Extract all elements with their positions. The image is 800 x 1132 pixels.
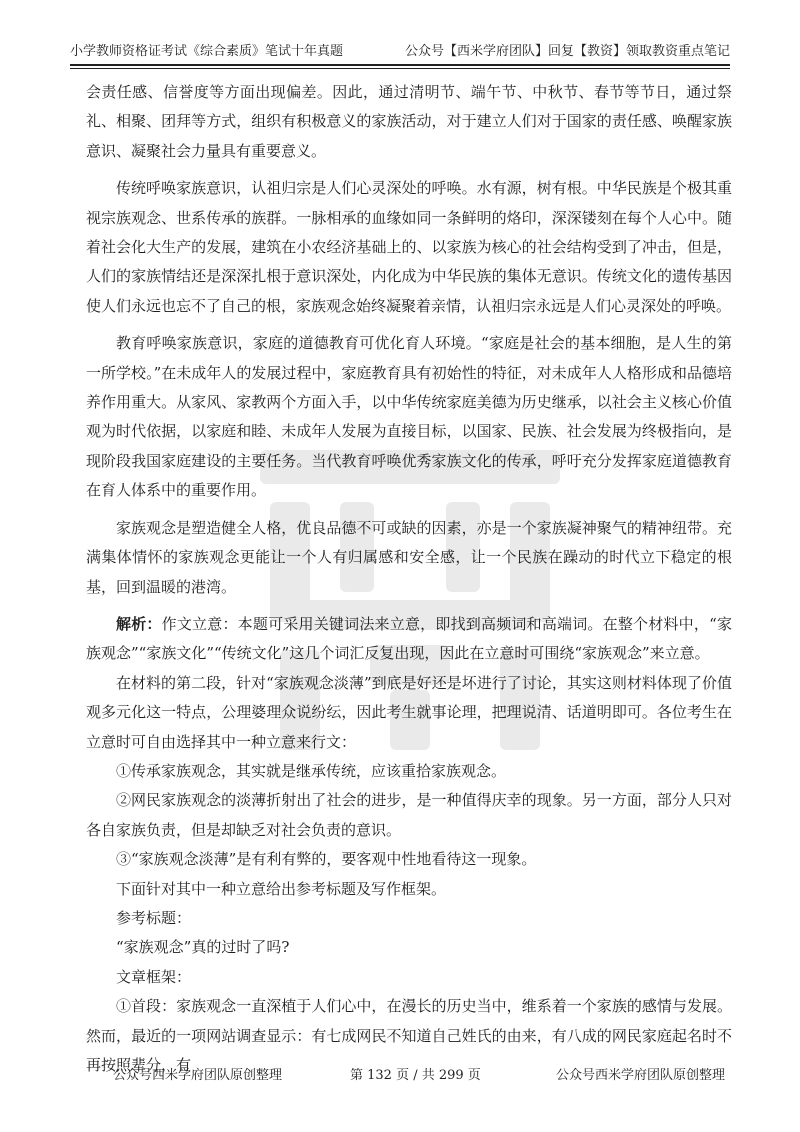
paragraph-text: ①首段：家族观念一直深植于人们心中，在漫长的历史当中，维系着一个家族的感情与发展。然而，最近的一项网站调查显示：有七成网民不知道自己姓氏的由来，有八成的网民家庭起名时不再按照辈分，有 [86,997,732,1074]
paragraph-text: 会责任感、信誉度等方面出现偏差。因此，通过清明节、端午节、中秋节、春节等节日，通过祭礼、相聚、团拜等方式，组织有积极意义的家族活动，对于建立人们对于国家的责任感、唤醒家族意识、凝聚社会力量具有重要意义。 [86,83,732,160]
paragraph-text: 作文立意：本题可采用关键词法来立意，即找到高频词和高端词。在整个材料中，“家族观念”“家族文化”“传统文化”这几个词汇反复出现，因此在立意时可围绕“家族观念”来立意。 [86,614,732,663]
paragraph [86,610,732,669]
document-body [86,78,732,1080]
paragraph [86,963,732,992]
page-number: 第 132 页 / 共 299 页 [350,1068,481,1083]
paragraph-text: “家族观念”真的过时了吗? [116,938,290,957]
paragraph [86,757,732,786]
paragraph [86,329,732,505]
paragraph [86,875,732,904]
paragraph-text: 在材料的第二段，针对“家族观念淡薄”到底是好还是坏进行了讨论，其实这则材料体现了价值观多元化这一特点，公理婆理众说纷纭，因此考生就事论理，把理说清、话道明即可。各位考生在立意时可自由选择其中一种立意来行文： [86,673,732,751]
header-divider-thin [70,68,730,69]
header-divider [70,64,730,66]
paragraph [86,933,732,962]
paragraph-text: 教育呼唤家族意识，家庭的道德教育可优化育人环境。“家庭是社会的基本细胞，是人生的第一所学校。”在未成年人的发展过程中，家庭教育具有初始性的特征，对未成年人人格形成和品德培养作用重大。从家风、家教两个方面入手，以中华传统家庭美德为历史继承，以社会主义核心价值观为时代依据，以家庭和睦、未成年人发展为直接目标，以国家、民族、社会发展为终极指向，是现阶段我国家庭建设的主要任务。当代教育呼唤优秀家族文化的传承，呼吁充分发挥家庭道德教育在育人体系中的重要作用。 [86,334,732,500]
paragraph-text: 家族观念是塑造健全人格，优良品德不可或缺的因素，亦是一个家族凝神聚气的精神纽带。充满集体情怀的家族观念更能让一个人有归属感和安全感，让一个民族在躁动的时代立下稳定的根基，回到温暖的港湾。 [86,518,732,596]
paragraph [86,78,732,166]
paragraph [86,786,732,845]
paragraph [86,514,732,602]
footer-left: 公众号西米学府团队原创整理 [113,1068,283,1083]
paragraph-gap [86,602,732,610]
paragraph [86,669,732,757]
paragraph-text: 参考标题： [116,908,192,927]
page-header [70,44,730,60]
paragraph-text: ①传承家族观念，其实就是继承传统，应该重拾家族观念。 [116,761,507,780]
analysis-label: 解析： [116,614,162,633]
footer-right: 公众号西米学府团队原创整理 [556,1068,726,1083]
paragraph [86,904,732,933]
paragraph-gap [86,506,732,514]
paragraph [86,174,732,321]
paragraph-text: ③“家族观念淡薄”是有利有弊的，要客观中性地看待这一现象。 [116,850,537,869]
paragraph-text: ②网民家族观念的淡薄折射出了社会的进步，是一种值得庆幸的现象。另一方面，部分人只对各自家族负责，但是却缺乏对社会负责的意识。 [86,791,732,839]
paragraph-gap [86,321,732,329]
header-right: 公众号【西米学府团队】回复【教资】领取教资重点笔记 [404,44,730,59]
header-left: 小学教师资格证考试《综合素质》笔试十年真题 [70,44,344,59]
paragraph-text: 下面针对其中一种立意给出参考标题及写作框架。 [116,879,447,898]
paragraph [86,845,732,874]
paragraph-text: 文章框架： [116,967,192,986]
paragraph-text: 传统呼唤家族意识，认祖归宗是人们心灵深处的呼唤。水有源，树有根。中华民族是个极其重视宗族观念、世系传承的族群。一脉相承的血缘如同一条鲜明的烙印，深深镂刻在每个人心中。随着社会化大生产的发展，建筑在小农经济基础上的、以家族为核心的社会结构受到了冲击，但是，人们的家族情结还是深深扎根于意识深处，内化成为中华民族的集体无意识。传统文化的遗传基因使人们永远也忘不了自己的根，家族观念始终凝聚着亲情，认祖归宗永远是人们心灵深处的呼唤。 [86,179,732,315]
paragraph-gap [86,166,732,174]
